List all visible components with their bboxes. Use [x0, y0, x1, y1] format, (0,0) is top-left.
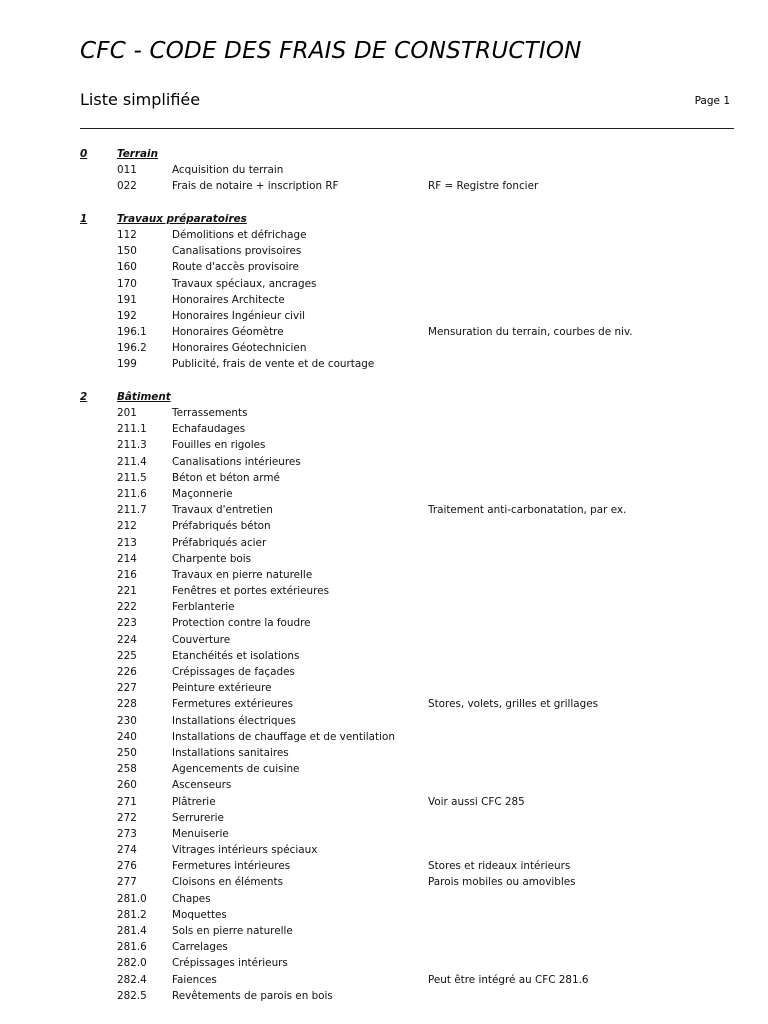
item-code: 221 [117, 585, 137, 598]
list-item [80, 988, 734, 1004]
list-item [80, 713, 734, 729]
item-code: 277 [117, 876, 137, 889]
item-code: 211.6 [117, 487, 147, 500]
item-code: 276 [117, 860, 137, 873]
item-label: Travaux d'entretien [172, 504, 273, 517]
item-label: Moquettes [172, 908, 227, 921]
item-label: Frais de notaire + inscription RF [172, 180, 339, 193]
cfc-group [80, 211, 734, 373]
item-code: 211.1 [117, 423, 147, 436]
item-code: 170 [117, 277, 137, 290]
item-label: Route d'accès provisoire [172, 261, 299, 274]
item-code: 260 [117, 779, 137, 792]
item-code: 211.5 [117, 471, 147, 484]
item-label: Travaux en pierre naturelle [172, 568, 313, 581]
item-code: 281.2 [117, 908, 147, 921]
item-code: 211.4 [117, 455, 147, 468]
item-note: Mensuration du terrain, courbes de niv. [428, 326, 633, 339]
item-code: 196.2 [117, 342, 147, 355]
cfc-group [80, 146, 734, 195]
item-label: Peinture extérieure [172, 682, 272, 695]
item-note: Stores et rideaux intérieurs [428, 860, 571, 873]
item-label: Publicité, frais de vente et de courtage [172, 358, 375, 371]
item-code: 022 [117, 180, 137, 193]
item-label: Honoraires Ingénieur civil [172, 309, 305, 322]
list-item [80, 858, 734, 874]
item-label: Honoraires Géotechnicien [172, 342, 307, 355]
list-item [80, 405, 734, 421]
item-label: Canalisations intérieures [172, 455, 301, 468]
group-number: 2 [80, 390, 88, 403]
item-code: 227 [117, 682, 137, 695]
list-item [80, 955, 734, 971]
list-item [80, 794, 734, 810]
list-item [80, 567, 734, 583]
item-code: 213 [117, 536, 137, 549]
list-item [80, 648, 734, 664]
item-code: 226 [117, 666, 137, 678]
item-label: Maçonnerie [172, 487, 233, 500]
item-label: Terrassements [172, 407, 248, 419]
item-code: 211.3 [117, 439, 147, 452]
list-item [80, 745, 734, 761]
item-code: 199 [117, 358, 137, 371]
item-code: 196.1 [117, 326, 147, 339]
item-note: Voir aussi CFC 285 [428, 795, 525, 808]
item-label: Installations de chauffage et de ventilation [172, 730, 395, 743]
item-label: Fermetures intérieures [172, 860, 291, 873]
item-label: Echafaudages [172, 423, 246, 436]
item-note: Peut être intégré au CFC 281.6 [428, 973, 589, 986]
list-item [80, 891, 734, 907]
item-label: Préfabriqués béton [172, 520, 271, 533]
list-item [80, 243, 734, 259]
list-item [80, 227, 734, 243]
list-item [80, 874, 734, 890]
item-label: Menuiserie [172, 827, 229, 840]
item-code: 214 [117, 552, 137, 565]
list-item [80, 939, 734, 955]
group-number: 0 [80, 148, 88, 160]
item-label: Béton et béton armé [172, 471, 280, 484]
list-item [80, 437, 734, 453]
item-note: Stores, volets, grilles et grillages [428, 698, 599, 711]
list-item [80, 615, 734, 631]
list-item [80, 680, 734, 696]
item-note: RF = Registre foncier [428, 180, 539, 193]
list-item [80, 308, 734, 324]
list-item [80, 583, 734, 599]
list-item [80, 777, 734, 793]
item-code: 228 [117, 698, 137, 711]
list-item [80, 292, 734, 308]
item-label: Vitrages intérieurs spéciaux [172, 844, 318, 857]
list-item [80, 842, 734, 858]
list-item [80, 551, 734, 567]
item-code: 011 [117, 164, 137, 177]
item-code: 281.6 [117, 941, 147, 954]
item-code: 160 [117, 261, 137, 274]
list-item [80, 276, 734, 292]
group-heading [80, 211, 734, 227]
item-label: Installations électriques [172, 714, 296, 727]
list-item [80, 729, 734, 745]
item-code: 282.5 [117, 989, 147, 1002]
item-code: 230 [117, 714, 137, 727]
item-code: 274 [117, 844, 137, 857]
list-item [80, 470, 734, 486]
item-code: 192 [117, 309, 137, 322]
list-item [80, 632, 734, 648]
group-heading [80, 389, 734, 405]
page-number: Page 1 [694, 95, 730, 107]
item-label: Canalisations provisoires [172, 245, 302, 258]
group-title: Terrain [117, 148, 159, 160]
item-code: 112 [117, 228, 137, 241]
group-heading [80, 146, 734, 162]
item-label: Chapes [172, 892, 211, 905]
item-label: Démolitions et défrichage [172, 228, 307, 241]
list-item [80, 259, 734, 275]
item-label: Fermetures extérieures [172, 698, 294, 711]
cfc-group [80, 389, 734, 1004]
item-code: 281.4 [117, 925, 147, 937]
item-code: 224 [117, 633, 137, 646]
item-code: 201 [117, 407, 137, 419]
list-item [80, 972, 734, 988]
item-label: Agencements de cuisine [172, 763, 300, 776]
item-label: Fenêtres et portes extérieures [172, 585, 329, 598]
item-label: Sols en pierre naturelle [172, 925, 293, 937]
item-label: Protection contre la foudre [172, 617, 311, 630]
item-code: 212 [117, 520, 137, 533]
item-code: 240 [117, 730, 137, 743]
item-label: Crépissages intérieurs [172, 957, 288, 970]
item-label: Etanchéités et isolations [172, 649, 300, 662]
list-item [80, 162, 734, 178]
list-item [80, 324, 734, 340]
list-item [80, 486, 734, 502]
item-code: 271 [117, 795, 137, 808]
item-note: Parois mobiles ou amovibles [428, 876, 576, 889]
item-label: Crépissages de façades [172, 666, 295, 678]
list-item [80, 923, 734, 939]
document-subtitle: Liste simplifiée [80, 90, 201, 109]
item-label: Charpente bois [172, 552, 252, 565]
item-code: 216 [117, 568, 137, 581]
list-item [80, 696, 734, 712]
item-label: Honoraires Géomètre [172, 326, 284, 339]
item-code: 272 [117, 811, 137, 824]
cfc-list [80, 146, 734, 1020]
item-code: 282.0 [117, 957, 147, 970]
list-item [80, 421, 734, 437]
item-label: Cloisons en éléments [172, 876, 283, 889]
item-label: Couverture [172, 633, 231, 646]
item-label: Ferblanterie [172, 601, 235, 614]
group-number: 1 [80, 212, 88, 225]
document-title: CFC - CODE DES FRAIS DE CONSTRUCTION [80, 38, 582, 64]
item-label: Revêtements de parois en bois [172, 989, 333, 1002]
header-divider [80, 128, 734, 129]
item-label: Faiences [172, 973, 217, 986]
group-title: Bâtiment [117, 390, 171, 403]
item-code: 191 [117, 293, 137, 306]
list-item [80, 664, 734, 680]
item-label: Installations sanitaires [172, 746, 289, 759]
group-title: Travaux préparatoires [117, 212, 247, 225]
list-item [80, 810, 734, 826]
list-item [80, 340, 734, 356]
item-code: 222 [117, 601, 137, 614]
list-item [80, 178, 734, 194]
item-code: 281.0 [117, 892, 147, 905]
list-item [80, 356, 734, 372]
item-label: Honoraires Architecte [172, 293, 285, 306]
item-code: 225 [117, 649, 137, 662]
list-item [80, 761, 734, 777]
item-code: 258 [117, 763, 137, 776]
list-item [80, 535, 734, 551]
item-code: 211.7 [117, 504, 147, 517]
item-code: 250 [117, 746, 137, 759]
item-label: Préfabriqués acier [172, 536, 267, 549]
list-item [80, 907, 734, 923]
item-label: Carrelages [172, 941, 228, 954]
item-label: Plâtrerie [172, 795, 216, 808]
list-item [80, 454, 734, 470]
item-code: 223 [117, 617, 137, 630]
item-label: Acquisition du terrain [172, 164, 284, 177]
list-item [80, 518, 734, 534]
list-item [80, 502, 734, 518]
item-label: Travaux spéciaux, ancrages [172, 277, 317, 290]
item-code: 273 [117, 827, 137, 840]
item-label: Ascenseurs [172, 779, 232, 792]
list-item [80, 599, 734, 615]
item-note: Traitement anti-carbonatation, par ex. [428, 504, 627, 517]
item-code: 150 [117, 245, 137, 258]
item-label: Fouilles en rigoles [172, 439, 266, 452]
item-label: Serrurerie [172, 811, 224, 824]
list-item [80, 826, 734, 842]
item-code: 282.4 [117, 973, 147, 986]
